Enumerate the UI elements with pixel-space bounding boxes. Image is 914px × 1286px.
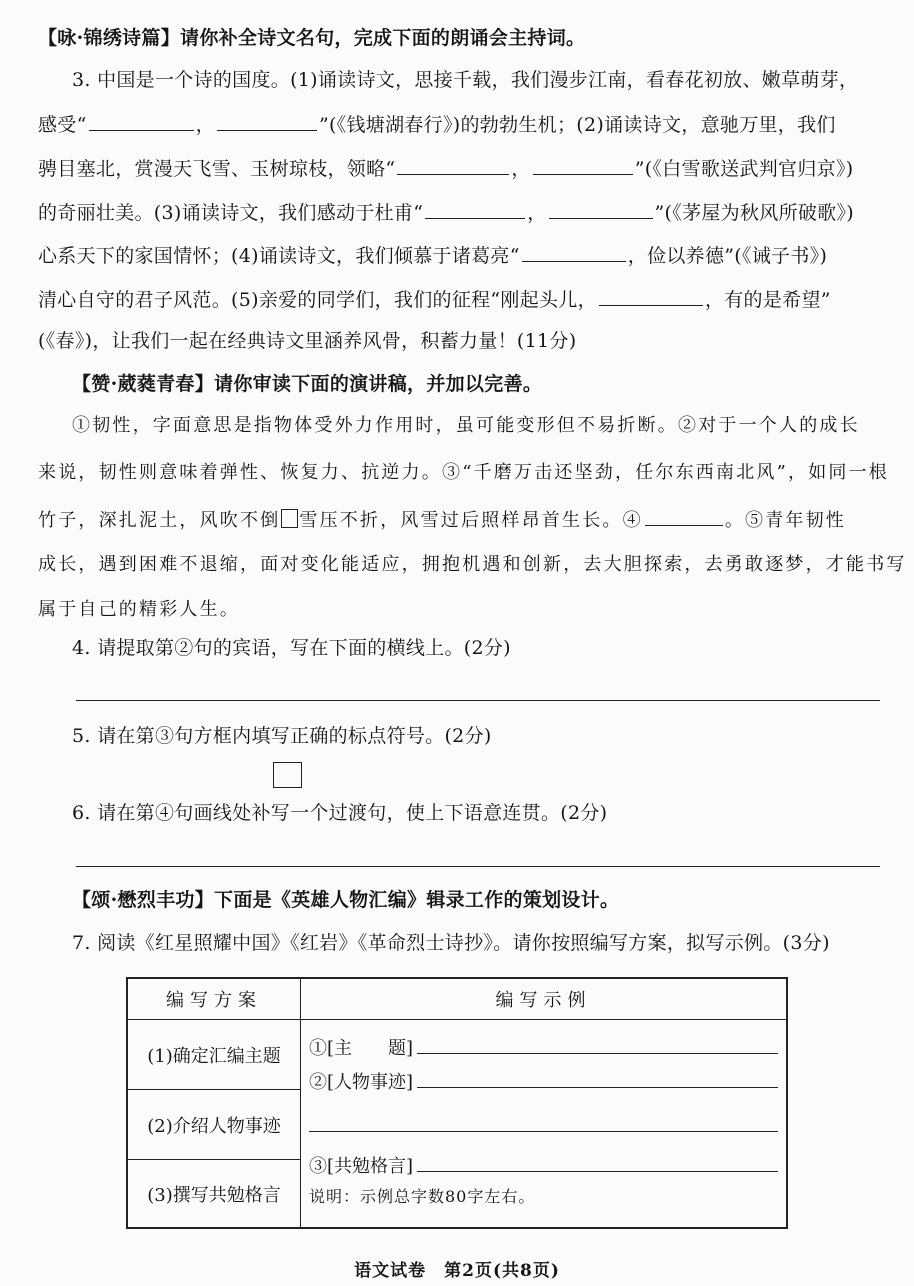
blank-3[interactable] — [397, 156, 509, 175]
blank-1[interactable] — [89, 112, 194, 131]
deeds-line-1[interactable] — [417, 1086, 778, 1088]
speech-line-2: 来说，韧性则意味着弹性、恢复力、抗逆力。③“千磨万击还坚劲，任尔东西南北风”，如同一根 — [38, 462, 889, 483]
q3-line-4: 的奇丽壮美。(3)诵读诗文，我们感动于杜甫“ ， ”(《茅屋为秋风所破歌》) — [38, 202, 854, 224]
q7-prompt: 7. 阅读《红星照耀中国》《红岩》《革命烈士诗抄》。请你按照编写方案，拟写示例。(3分) — [72, 932, 830, 954]
example-cell — [301, 1020, 788, 1229]
plan-motto: (3)撰写共勉格言 — [127, 1160, 301, 1229]
q3-line-1: 3. 中国是一个诗的国度。(1)诵读诗文，思接千载，我们漫步江南，看春花初放、嫩草萌芽， — [72, 69, 859, 91]
motto-line[interactable] — [417, 1170, 778, 1172]
blank-4[interactable] — [533, 156, 633, 175]
example-deeds-row: ②[人物事迹] — [309, 1060, 778, 1094]
section-header-heroes: 【颂·懋烈丰功】下面是《英雄人物汇编》辑录工作的策划设计。 — [72, 889, 620, 911]
blank-8[interactable] — [599, 287, 703, 306]
blank-7[interactable] — [522, 243, 626, 262]
punctuation-box[interactable] — [281, 509, 298, 528]
example-theme-row: ①[主 题] — [309, 1026, 778, 1060]
q5-prompt: 5. 请在第③句方框内填写正确的标点符号。(2分) — [72, 725, 492, 747]
header-example: 编写示例 — [301, 978, 788, 1020]
plan-deeds: (2)介绍人物事迹 — [127, 1090, 301, 1160]
q3-line-3: 骋目塞北，赏漫天飞雪、玉树琼枝，领略“ ， ”(《白雪歌送武判官归京》) — [38, 158, 854, 180]
example-motto-row: ③[共勉格言] — [309, 1138, 778, 1178]
blank-6[interactable] — [549, 200, 653, 219]
page-footer: 语文试卷 第2页(共8页) — [354, 1261, 560, 1281]
q6-answer-line[interactable] — [76, 866, 880, 867]
speech-line-4: 成长，遇到困难不退缩，面对变化能适应，拥抱机遇和创新，去大胆探索，去勇敢逐梦，才能书写 — [38, 554, 907, 575]
speech-line-5: 属于自己的精彩人生。 — [38, 599, 240, 620]
example-note: 说明：示例总字数80字左右。 — [309, 1187, 536, 1206]
blank-5[interactable] — [425, 200, 525, 219]
example-deeds-row-2 — [309, 1094, 778, 1138]
plan-theme: (1)确定汇编主题 — [127, 1020, 301, 1090]
speech-line-1: ①韧性，字面意思是指物体受外力作用时，虽可能变形但不易折断。②对于一个人的成长 — [72, 415, 860, 436]
plan-table — [126, 977, 788, 1229]
q5-answer-box[interactable] — [273, 762, 302, 788]
blank-2[interactable] — [217, 112, 317, 131]
speech-blank[interactable] — [645, 507, 723, 526]
q3-line-6: 清心自守的君子风范。(5)亲爱的同学们，我们的征程“刚起头儿， ，有的是希望” — [38, 289, 831, 311]
q3-line-7: (《春》)，让我们一起在经典诗文里涵养风骨，积蓄力量！(11分) — [38, 330, 577, 352]
theme-line[interactable] — [417, 1052, 778, 1054]
q6-prompt: 6. 请在第④句画线处补写一个过渡句，使上下语意连贯。(2分) — [72, 802, 608, 824]
deeds-line-2[interactable] — [309, 1130, 778, 1132]
q3-line-5: 心系天下的家国情怀；(4)诵读诗文，我们倾慕于诸葛亮“ ，俭以养德”(《诫子书》) — [38, 245, 828, 267]
section-header-youth: 【赞·葳蕤青春】请你审读下面的演讲稿，并加以完善。 — [72, 373, 543, 395]
q3-line-2: 感受“ ， ”(《钱塘湖春行》)的勃勃生机；(2)诵读诗文，意驰万里，我们 — [38, 114, 836, 136]
q4-prompt: 4. 请提取第②句的宾语，写在下面的横线上。(2分) — [72, 637, 511, 659]
q4-answer-line[interactable] — [76, 700, 880, 701]
section-header-poetry: 【咏·锦绣诗篇】请你补全诗文名句，完成下面的朗诵会主持词。 — [38, 27, 586, 49]
speech-line-3: 竹子，深扎泥土，风吹不倒 雪压不折，风雪过后照样昂首生长。④ 。⑤青年韧性 — [38, 507, 884, 533]
header-plan: 编写方案 — [127, 978, 301, 1020]
